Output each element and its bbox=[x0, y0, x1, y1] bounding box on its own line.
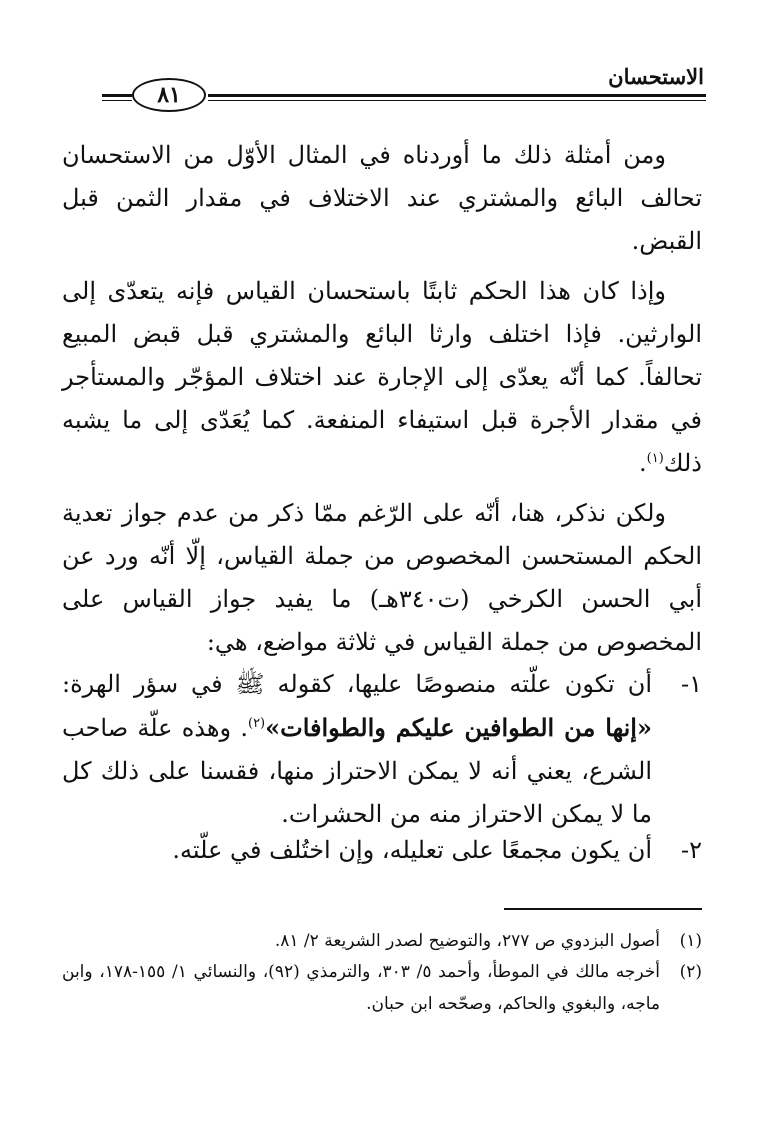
footnote-ref[interactable]: (١) bbox=[646, 451, 664, 466]
list-item bbox=[62, 663, 702, 836]
header-rule bbox=[102, 94, 132, 97]
list-number: ١- bbox=[681, 670, 702, 698]
paragraph bbox=[62, 134, 702, 263]
paragraph bbox=[62, 270, 702, 485]
footnote-ref[interactable]: (٢) bbox=[247, 716, 266, 731]
paragraph-end: . bbox=[638, 449, 647, 477]
hadith-quote: «إنها من الطوافين عليكم والطوافات» bbox=[265, 713, 652, 742]
footnote-number: (١) bbox=[679, 931, 702, 951]
footnote-number: (٢) bbox=[679, 962, 702, 982]
list-text: أن يكون مجمعًا على تعليله، وإن اختُلف في علّته. bbox=[172, 836, 652, 864]
list-number: ٢- bbox=[681, 836, 702, 864]
paragraph-text: ومن أمثلة ذلك ما أوردناه في المثال الأوّل من الاستحسان تحالف البائع والمشتري عند الاختلاف في مقدار الثمن قبل القبض. bbox=[62, 141, 702, 255]
footnote bbox=[62, 925, 702, 957]
header-rule bbox=[102, 100, 132, 101]
page-number: ٨١ bbox=[132, 78, 206, 112]
list-text: أن تكون علّته منصوصًا عليها، كقوله ﷺ في سؤر الهرة: bbox=[62, 670, 652, 698]
header-rule bbox=[208, 100, 706, 101]
paragraph-text: وإذا كان هذا الحكم ثابتًا باستحسان القياس فإنه يتعدّى إلى الوارثين. فإذا اختلف وارثا البائع والمشتري قبل قبض المبيع تحالفاً. كما أنّه يعدّى إلى الإجارة عند اختلاف المؤجّر والمستأجر في مقدار الأجرة قبل استيفاء المنفعة. كما يُعَدّى إلى ما يشبه ذلك bbox=[62, 277, 702, 477]
running-title: الاستحسان bbox=[608, 64, 704, 89]
footnote bbox=[62, 956, 702, 1020]
footnote-text: أخرجه مالك في الموطأ، وأحمد ٥/ ٣٠٣، والترمذي (٩٢)، والنسائي ١/ ١٥٥-١٧٨، وابن ماجه، والبغوي والحاكم، وصحّحه ابن حبان. bbox=[62, 962, 661, 1014]
header-rule bbox=[208, 94, 706, 97]
list-text: . وهذه علّة صاحب الشرع، يعني أنه لا يمكن الاحتراز منها، فقسنا على ذلك كل ما لا يمكن الاحتراز منه من الحشرات. bbox=[62, 714, 652, 828]
paragraph-text: ولكن نذكر، هنا، أنّه على الرّغم ممّا ذكر من عدم جواز تعدية الحكم المستحسن المخصوص من جملة القياس، إلّا أنّه ورد عن أبي الحسن الكرخي (ت٣٤٠هـ) ما يفيد جواز القياس على المخصوص من جملة القياس في ثلاثة مواضع، هي: bbox=[62, 499, 702, 656]
list-item bbox=[62, 829, 702, 872]
footnote-separator bbox=[504, 908, 702, 910]
footnote-text: أصول البزدوي ص ٢٧٧، والتوضيح لصدر الشريعة ٢/ ٨١. bbox=[274, 931, 660, 951]
paragraph bbox=[62, 492, 702, 664]
